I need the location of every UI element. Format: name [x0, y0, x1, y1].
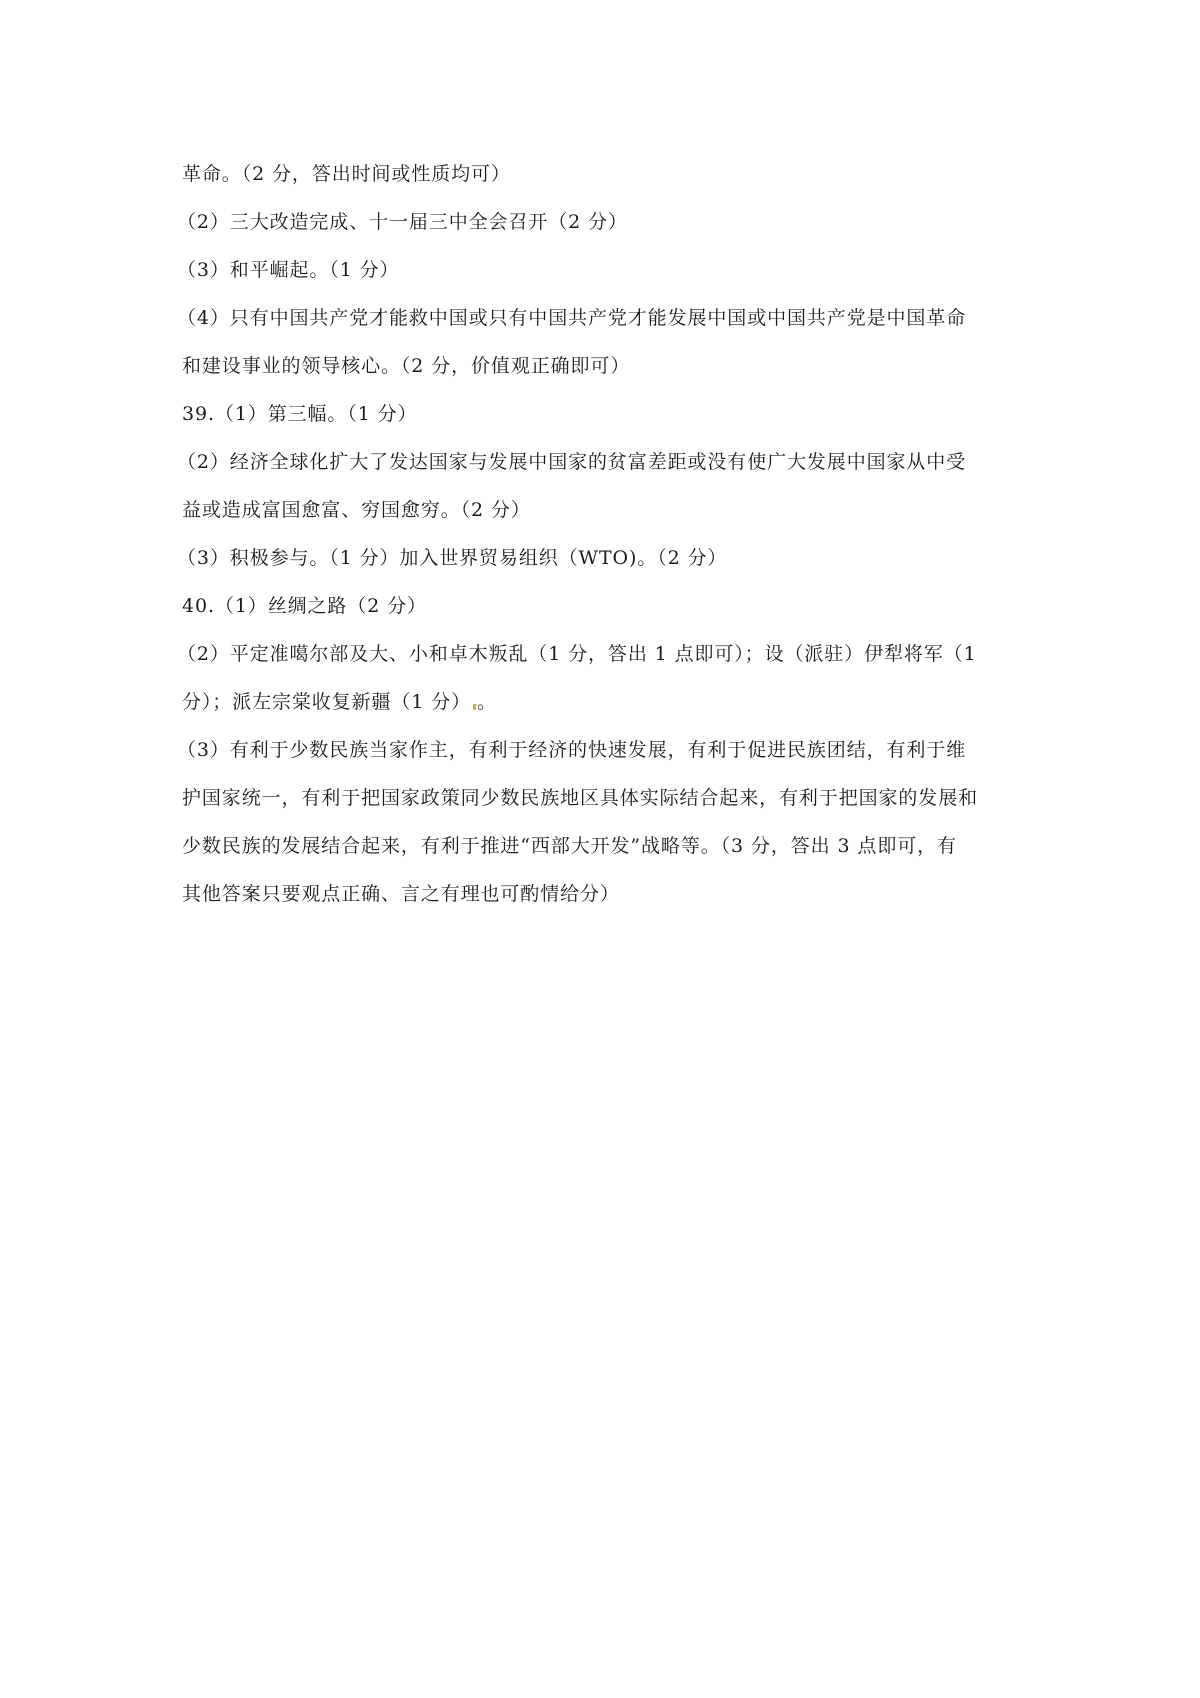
text-line: （2）三大改造完成、十一届三中全会召开（2 分）: [177, 211, 628, 233]
text-line: 少数民族的发展结合起来，有利于推进“西部大开发”战略等。（3 分，答出 3 点即可，有: [182, 835, 957, 857]
text-line: （4）只有中国共产党才能救中国或只有中国共产党才能发展中国或中国共产党是中国革命: [177, 307, 967, 329]
text-line: 39.（1）第三幅。（1 分）: [182, 403, 418, 425]
text-line: 其他答案只要观点正确、言之有理也可酌情给分）: [182, 883, 620, 905]
text-line: （3）有利于少数民族当家作主，有利于经济的快速发展，有利于促进民族团结，有利于维: [177, 739, 967, 761]
text-line: （3）和平崛起。（1 分）: [177, 259, 400, 281]
text-span: 分）；派左宗棠收复新疆（1 分）: [182, 691, 472, 713]
text-line: 和建设事业的领导核心。（2 分，价值观正确即可）: [182, 355, 631, 377]
text-line: 益或造成富国愈富、穷国愈穷。（2 分）: [182, 499, 531, 521]
text-line: 革命。（2 分，答出时间或性质均可）: [182, 163, 511, 185]
text-span: 。: [477, 691, 497, 713]
answer-text-block: [177, 150, 1032, 918]
text-line: 护国家统一，有利于把国家政策同少数民族地区具体实际结合起来，有利于把国家的发展和: [182, 787, 979, 809]
text-line: （3）积极参与。（1 分）加入世界贸易组织（WTO)。（2 分）: [177, 547, 728, 569]
text-line: 40.（1）丝绸之路（2 分）: [182, 595, 427, 617]
text-line: [182, 678, 1032, 726]
text-line: （2）平定准噶尔部及大、小和卓木叛乱（1 分，答出 1 点即可）；设（派驻）伊犁将军（1: [177, 643, 977, 665]
text-line: （2）经济全球化扩大了发达国家与发展中国家的贫富差距或没有使广大发展中国家从中受: [177, 451, 967, 473]
stray-mark: [473, 704, 476, 710]
